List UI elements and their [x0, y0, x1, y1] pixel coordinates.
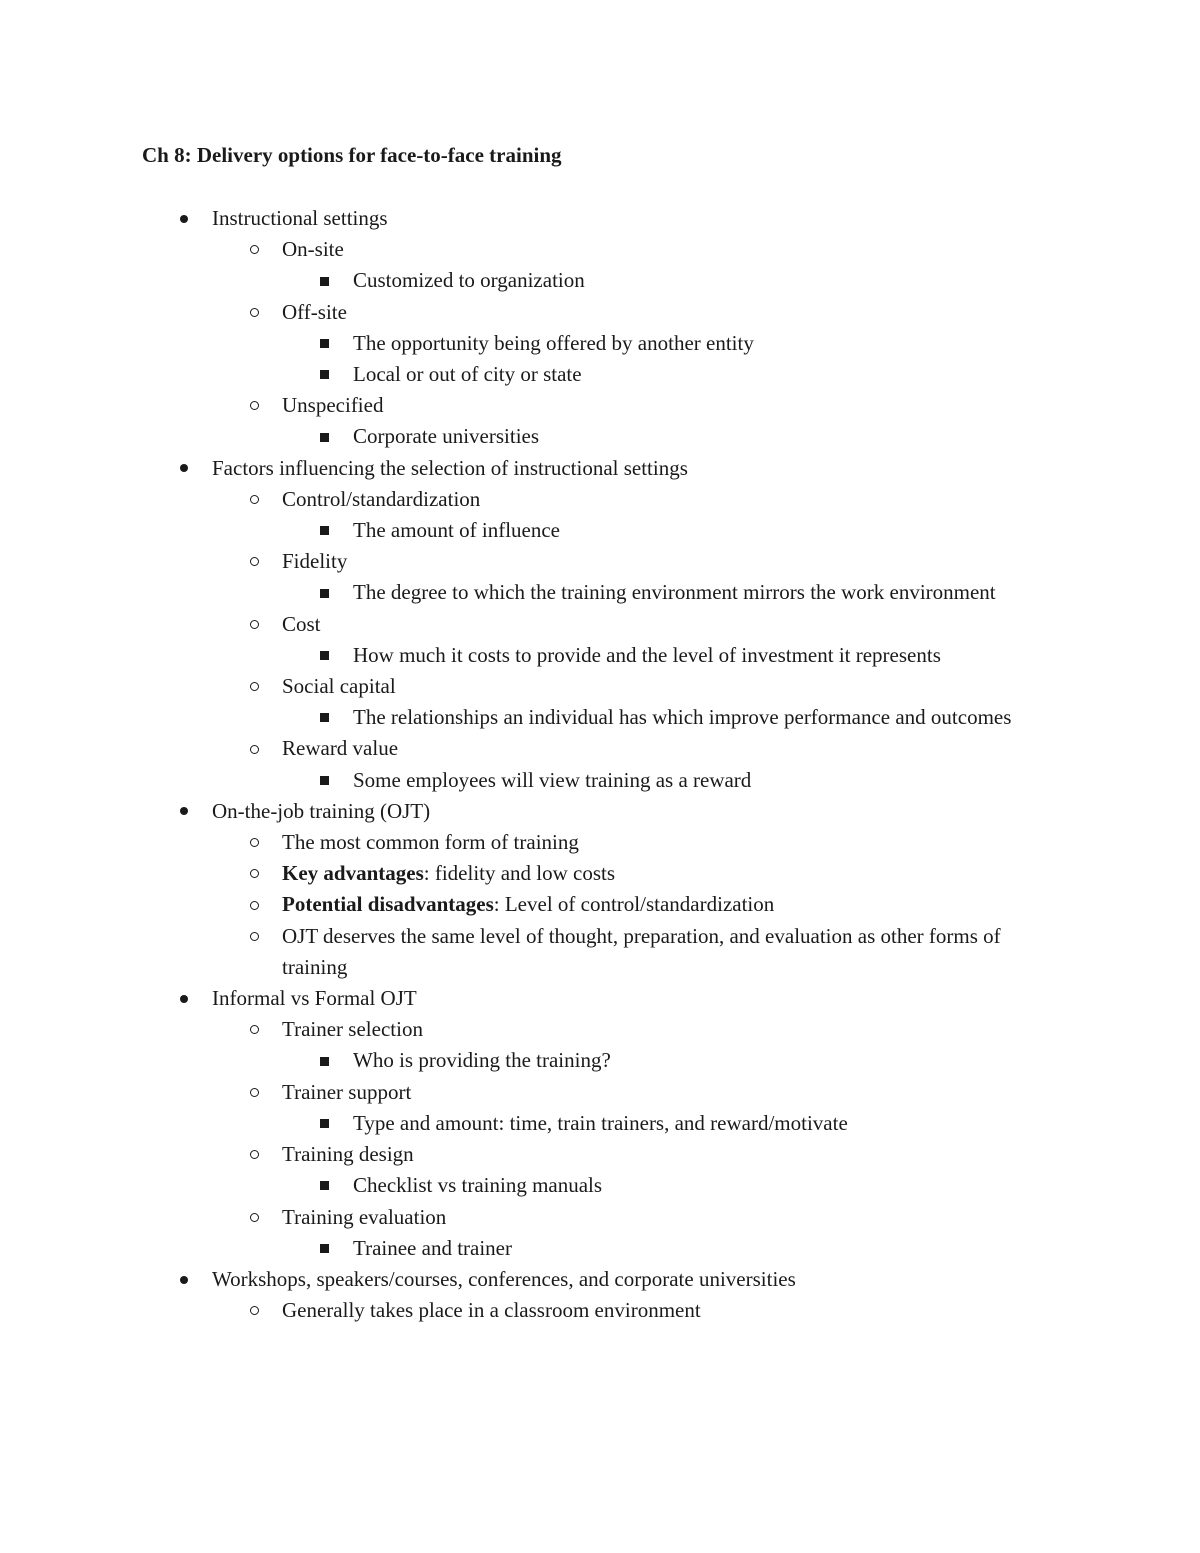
bullet-marker [176, 453, 192, 484]
bullet-marker [316, 1233, 332, 1264]
bullet-marker [316, 1108, 332, 1139]
bullet-marker [246, 390, 262, 421]
list-item-level-2 [0, 1077, 1012, 1108]
square-bullet-icon [320, 776, 329, 785]
circle-bullet-icon [250, 1025, 259, 1034]
list-item-level-1 [0, 983, 1012, 1014]
list-item-level-3 [0, 421, 1015, 452]
list-item-text: Factors influencing the selection of instructional settings [212, 455, 688, 480]
list-item-level-2 [0, 1014, 1012, 1045]
list-item-level-1 [0, 1264, 1012, 1295]
list-item-level-3 [0, 265, 1015, 296]
circle-bullet-icon [250, 1306, 259, 1315]
list-item-text: Trainer selection [282, 1017, 423, 1042]
bullet-marker [246, 1202, 262, 1233]
list-item-text: Local or out of city or state [353, 362, 582, 387]
list-item-level-2 [0, 1295, 1012, 1326]
list-item-text: On-the-job training (OJT) [212, 798, 431, 823]
circle-bullet-icon [250, 495, 259, 504]
circle-bullet-icon [250, 245, 259, 254]
bullet-marker [316, 328, 332, 359]
bullet-marker [246, 297, 262, 328]
list-item-level-2 [0, 1202, 1012, 1233]
list-item-text: Fidelity [282, 549, 348, 574]
list-item-level-2 [0, 297, 1012, 328]
list-item-text: The amount of influence [353, 518, 561, 543]
list-item-level-1 [0, 203, 1012, 234]
list-item-level-3 [0, 640, 1015, 671]
bullet-marker [246, 827, 262, 858]
list-item-level-3 [0, 577, 1015, 608]
page-title: Ch 8: Delivery options for face-to-face training [142, 143, 562, 167]
list-item-level-3 [0, 359, 1015, 390]
circle-bullet-icon [250, 838, 259, 847]
bullet-marker [316, 1170, 332, 1201]
square-bullet-icon [320, 277, 329, 286]
circle-bullet-icon [250, 901, 259, 910]
square-bullet-icon [320, 1119, 329, 1128]
disc-bullet-icon [180, 215, 188, 223]
bullet-marker [246, 1014, 262, 1045]
circle-bullet-icon [250, 308, 259, 317]
list-item-text: Corporate universities [353, 424, 540, 449]
list-item-level-2 [0, 1139, 1012, 1170]
list-item-text: Workshops, speakers/courses, conferences, and corporate universities [212, 1266, 796, 1291]
bullet-marker [176, 1264, 192, 1295]
list-item-level-3 [0, 1045, 1015, 1076]
list-item-text [282, 858, 1012, 889]
list-item-level-2 [0, 671, 1012, 702]
list-item-level-3 [0, 765, 1015, 796]
bullet-marker [246, 733, 262, 764]
list-item-text: Some employees will view training as a reward [353, 767, 752, 792]
list-item-level-2 [0, 733, 1012, 764]
bullet-marker [246, 234, 262, 265]
square-bullet-icon [320, 339, 329, 348]
bullet-marker [316, 702, 332, 733]
list-item-text: Type and amount: time, train trainers, and reward/motivate [353, 1110, 848, 1135]
list-item-text: On-site [282, 237, 344, 262]
square-bullet-icon [320, 433, 329, 442]
bullet-marker [176, 796, 192, 827]
bullet-marker [246, 484, 262, 515]
list-item-level-3 [0, 1233, 1015, 1264]
bullet-marker [246, 1139, 262, 1170]
list-item-text: How much it costs to provide and the level of investment it represents [353, 642, 941, 667]
bullet-marker [246, 609, 262, 640]
bullet-marker [176, 203, 192, 234]
bullet-marker [246, 546, 262, 577]
bullet-marker [316, 359, 332, 390]
square-bullet-icon [320, 589, 329, 598]
disc-bullet-icon [180, 995, 188, 1003]
circle-bullet-icon [250, 745, 259, 754]
circle-bullet-icon [250, 932, 259, 941]
bullet-marker [246, 1077, 262, 1108]
bullet-marker [316, 1045, 332, 1076]
square-bullet-icon [320, 1181, 329, 1190]
list-item-level-2 [0, 858, 1012, 889]
circle-bullet-icon [250, 620, 259, 629]
list-item-level-2 [0, 234, 1012, 265]
disc-bullet-icon [180, 464, 188, 472]
square-bullet-icon [320, 651, 329, 660]
list-item-text [282, 889, 1012, 920]
list-item-level-3 [0, 328, 1015, 359]
square-bullet-icon [320, 1057, 329, 1066]
list-item-rest-text: : fidelity and low costs [423, 861, 616, 886]
list-item-text: The relationships an individual has which improve performance and outcomes [353, 705, 1012, 730]
list-item-text: Who is providing the training? [353, 1048, 611, 1073]
list-item-text: Training evaluation [282, 1204, 447, 1229]
list-item-text: Informal vs Formal OJT [212, 986, 417, 1011]
list-item-text: Instructional settings [212, 206, 388, 230]
bullet-marker [246, 858, 262, 889]
bullet-marker [316, 577, 332, 608]
bullet-marker [316, 640, 332, 671]
list-item-level-2 [0, 609, 1012, 640]
list-item-text: Unspecified [282, 393, 384, 418]
outline-list [0, 203, 1200, 1326]
list-item-text: Customized to organization [353, 268, 585, 293]
list-item-bold-term: Key advantages [282, 861, 424, 886]
list-item-level-3 [0, 1108, 1015, 1139]
list-item-level-2 [0, 921, 1012, 983]
bullet-marker [316, 421, 332, 452]
list-item-level-2 [0, 546, 1012, 577]
bullet-marker [246, 1295, 262, 1326]
list-item-level-3 [0, 515, 1015, 546]
list-item-text: Control/standardization [282, 486, 481, 511]
square-bullet-icon [320, 370, 329, 379]
list-item-level-3 [0, 1170, 1015, 1201]
list-item-rest-text: : Level of control/standardization [493, 892, 775, 917]
bullet-marker [316, 515, 332, 546]
list-item-level-2 [0, 484, 1012, 515]
list-item-text: Social capital [282, 674, 396, 699]
list-item-text: The most common form of training [282, 830, 579, 855]
circle-bullet-icon [250, 1150, 259, 1159]
list-item-text: Trainer support [282, 1079, 412, 1104]
bullet-marker [246, 921, 262, 952]
bullet-marker [176, 983, 192, 1014]
list-item-text: Trainee and trainer [353, 1235, 512, 1260]
list-item-text: The opportunity being offered by another entity [353, 330, 754, 355]
bullet-marker [316, 265, 332, 296]
circle-bullet-icon [250, 1088, 259, 1097]
list-item-text: Reward value [282, 736, 399, 761]
list-item-level-1 [0, 453, 1012, 484]
bullet-marker [246, 889, 262, 920]
square-bullet-icon [320, 1244, 329, 1253]
disc-bullet-icon [180, 1276, 188, 1284]
list-item-level-3 [0, 702, 1015, 733]
square-bullet-icon [320, 713, 329, 722]
list-item-level-2 [0, 827, 1012, 858]
list-item-text: Off-site [282, 299, 347, 324]
list-item-level-2 [0, 889, 1012, 920]
bullet-marker [316, 765, 332, 796]
circle-bullet-icon [250, 1213, 259, 1222]
disc-bullet-icon [180, 807, 188, 815]
circle-bullet-icon [250, 682, 259, 691]
circle-bullet-icon [250, 557, 259, 566]
list-item-text: Cost [282, 611, 321, 636]
list-item-bold-term: Potential disadvantages [282, 892, 494, 917]
list-item-level-2 [0, 390, 1012, 421]
list-item-text: Training design [282, 1142, 414, 1167]
square-bullet-icon [320, 526, 329, 535]
circle-bullet-icon [250, 401, 259, 410]
list-item-text: The degree to which the training environment mirrors the work environment [353, 580, 996, 605]
circle-bullet-icon [250, 869, 259, 878]
list-item-level-1 [0, 796, 1012, 827]
list-item-text: Checklist vs training manuals [353, 1173, 603, 1198]
list-item-text: OJT deserves the same level of thought, preparation, and evaluation as other forms of training [282, 923, 1001, 979]
bullet-marker [246, 671, 262, 702]
list-item-text: Generally takes place in a classroom environment [282, 1298, 701, 1323]
